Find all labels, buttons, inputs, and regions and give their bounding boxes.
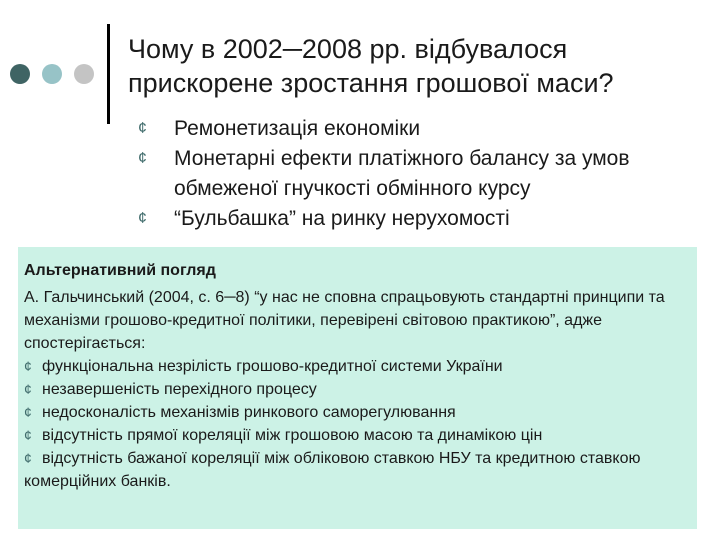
panel-list-item [24, 401, 691, 424]
dot-light [42, 64, 62, 84]
title-divider [107, 24, 110, 124]
main-bullet-text: “Бульбашка” на ринку нерухомості [174, 207, 510, 230]
main-bullet-item [138, 114, 710, 144]
panel-list-item [24, 355, 691, 378]
bullet-icon: ¢ [24, 427, 32, 443]
panel-item-text: незавершеність перехідного процесу [42, 381, 317, 398]
panel-item-text: відсутність прямої кореляції між грошовою масою та динамікою цін [42, 427, 543, 444]
main-bullet-item [138, 204, 710, 234]
panel-list-item [24, 378, 691, 401]
panel-intro: А. Гальчинський (2004, с. 6─8) “у нас не сповна спрацьовують стандартні принципи та механізми грошово-кредитної політики, перевірені світовою практикою”, адже спостерігається: [24, 289, 665, 352]
main-bullet-text: Ремонетизація економіки [174, 117, 421, 140]
decorative-dots [10, 64, 100, 84]
bullet-icon: ¢ [24, 358, 32, 374]
alternative-view-panel [18, 247, 697, 529]
slide-title: Чому в 2002─2008 рр. відбувалося прискорене зростання грошової маси? [128, 34, 614, 98]
main-bullet-text: Монетарні ефекти платіжного балансу за умов обмеженої гнучкості обмінного курсу [174, 147, 630, 200]
bullet-icon: ¢ [138, 210, 147, 227]
dot-gray [74, 64, 94, 84]
main-bullet-list [138, 114, 710, 234]
panel-heading: Альтернативний погляд [24, 262, 216, 279]
panel-list-item [24, 424, 691, 447]
bullet-icon: ¢ [24, 450, 32, 466]
panel-list-item [24, 447, 691, 493]
panel-item-text: відсутність бажаної кореляції між обліковою ставкою НБУ та кредитною ставкою комерційних банків. [24, 450, 641, 490]
main-bullet-item [138, 144, 710, 204]
bullet-icon: ¢ [138, 120, 147, 137]
panel-list [24, 355, 691, 493]
bullet-icon: ¢ [24, 404, 32, 420]
bullet-icon: ¢ [138, 150, 147, 167]
panel-item-text: недосконалість механізмів ринкового саморегулювання [42, 404, 456, 421]
bullet-icon: ¢ [24, 381, 32, 397]
panel-item-text: функціональна незрілість грошово-кредитної системи України [42, 358, 503, 375]
dot-dark [10, 64, 30, 84]
